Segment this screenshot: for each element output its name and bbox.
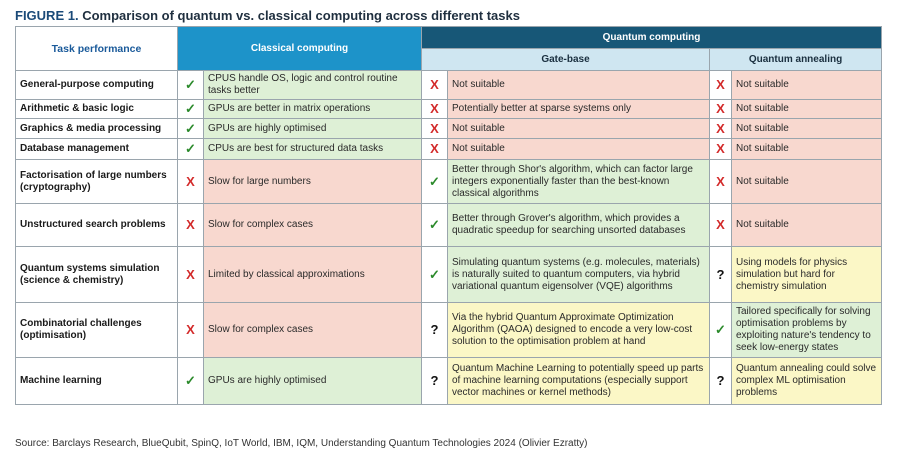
anneal-text: Not suitable: [732, 139, 882, 160]
table-row: [16, 358, 882, 405]
anneal-mark-icon: ?: [710, 358, 732, 405]
table-row: [16, 71, 882, 100]
task-cell: Arithmetic & basic logic: [16, 100, 178, 119]
gate-text: Not suitable: [448, 71, 710, 100]
classical-mark-icon: X: [178, 303, 204, 358]
table-row: [16, 160, 882, 204]
classical-mark-icon: ✓: [178, 139, 204, 160]
gate-mark-icon: X: [422, 119, 448, 139]
task-cell: Combinatorial challenges (optimisation): [16, 303, 178, 358]
gate-text: Not suitable: [448, 139, 710, 160]
figure-title-text: Comparison of quantum vs. classical computing across different tasks: [82, 8, 520, 23]
anneal-mark-icon: X: [710, 119, 732, 139]
classical-mark-icon: X: [178, 160, 204, 204]
gate-text: Potentially better at sparse systems only: [448, 100, 710, 119]
task-cell: Database management: [16, 139, 178, 160]
header-quantum-annealing: Quantum annealing: [710, 49, 882, 71]
anneal-text: Not suitable: [732, 204, 882, 247]
task-cell: Quantum systems simulation (science & chemistry): [16, 247, 178, 303]
classical-text: CPUs are best for structured data tasks: [204, 139, 422, 160]
classical-text: GPUs are highly optimised: [204, 119, 422, 139]
task-cell: General-purpose computing: [16, 71, 178, 100]
gate-mark-icon: X: [422, 100, 448, 119]
gate-mark-icon: ✓: [422, 247, 448, 303]
task-cell: Factorisation of large numbers (cryptography): [16, 160, 178, 204]
anneal-mark-icon: ?: [710, 247, 732, 303]
classical-mark-icon: ✓: [178, 71, 204, 100]
task-cell: Unstructured search problems: [16, 204, 178, 247]
table-row: [16, 303, 882, 358]
classical-mark-icon: ✓: [178, 358, 204, 405]
classical-text: Slow for complex cases: [204, 204, 422, 247]
gate-mark-icon: ?: [422, 303, 448, 358]
anneal-mark-icon: X: [710, 71, 732, 100]
classical-mark-icon: X: [178, 247, 204, 303]
task-cell: Graphics & media processing: [16, 119, 178, 139]
anneal-text: Not suitable: [732, 100, 882, 119]
gate-text: Via the hybrid Quantum Approximate Optimization Algorithm (QAOA) designed to encode a very low-cost solution to the optimisation problem at hand: [448, 303, 710, 358]
table-body: [16, 71, 882, 405]
header-task: Task performance: [16, 27, 178, 71]
classical-mark-icon: X: [178, 204, 204, 247]
gate-mark-icon: ✓: [422, 160, 448, 204]
gate-mark-icon: ?: [422, 358, 448, 405]
classical-mark-icon: ✓: [178, 100, 204, 119]
classical-text: GPUs are better in matrix operations: [204, 100, 422, 119]
anneal-text: Using models for physics simulation but hard for chemistry simulation: [732, 247, 882, 303]
classical-mark-icon: ✓: [178, 119, 204, 139]
gate-text: Not suitable: [448, 119, 710, 139]
gate-text: Better through Grover's algorithm, which provides a quadratic speedup for searching unsorted databases: [448, 204, 710, 247]
gate-mark-icon: X: [422, 139, 448, 160]
anneal-mark-icon: X: [710, 139, 732, 160]
figure-title: [15, 8, 520, 23]
gate-text: Simulating quantum systems (e.g. molecules, materials) is naturally suited to quantum computers, via hybrid variational quantum eigensolver (VQE) algorithms: [448, 247, 710, 303]
anneal-mark-icon: X: [710, 160, 732, 204]
figure-label: FIGURE 1.: [15, 8, 79, 23]
source-note: Source: Barclays Research, BlueQubit, SpinQ, IoT World, IBM, IQM, Understanding Quantum Technologies 2024 (Olivier Ezratty): [15, 438, 588, 449]
gate-text: Quantum Machine Learning to potentially speed up parts of machine learning computations (especially support vector machines or kernel methods): [448, 358, 710, 405]
header-gate-base: Gate-base: [422, 49, 710, 71]
anneal-mark-icon: X: [710, 100, 732, 119]
anneal-text: Quantum annealing could solve complex ML optimisation problems: [732, 358, 882, 405]
classical-text: Slow for large numbers: [204, 160, 422, 204]
anneal-text: Not suitable: [732, 119, 882, 139]
table-row: [16, 204, 882, 247]
classical-text: GPUs are highly optimised: [204, 358, 422, 405]
anneal-mark-icon: ✓: [710, 303, 732, 358]
table-row: [16, 119, 882, 139]
anneal-text: Not suitable: [732, 71, 882, 100]
comparison-table: [15, 26, 882, 405]
anneal-text: Not suitable: [732, 160, 882, 204]
classical-text: Limited by classical approximations: [204, 247, 422, 303]
table-row: [16, 139, 882, 160]
table-row: [16, 247, 882, 303]
header-classical: Classical computing: [178, 27, 422, 71]
gate-mark-icon: ✓: [422, 204, 448, 247]
gate-mark-icon: X: [422, 71, 448, 100]
gate-text: Better through Shor's algorithm, which can factor large integers exponentially faster than the best-known classical algorithms: [448, 160, 710, 204]
anneal-mark-icon: X: [710, 204, 732, 247]
anneal-text: Tailored specifically for solving optimisation problems by exploiting nature's tendency to seek low-energy states: [732, 303, 882, 358]
header-quantum: Quantum computing: [422, 27, 882, 49]
table-row: [16, 100, 882, 119]
classical-text: Slow for complex cases: [204, 303, 422, 358]
task-cell: Machine learning: [16, 358, 178, 405]
classical-text: CPUS handle OS, logic and control routine tasks better: [204, 71, 422, 100]
